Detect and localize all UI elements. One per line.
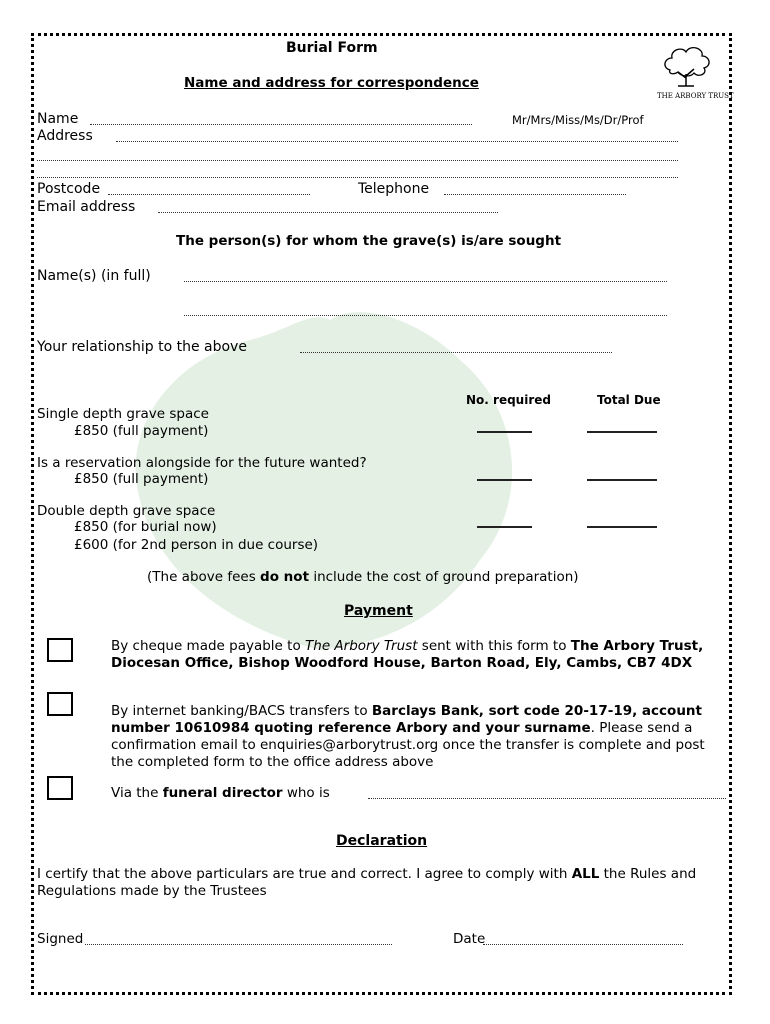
- fee-note-bold: do not: [260, 569, 310, 585]
- single-depth-label: Single depth grave space: [37, 406, 209, 422]
- email-field[interactable]: [158, 212, 498, 213]
- relationship-label: Your relationship to the above: [37, 339, 247, 355]
- reservation-price: £850 (full payment): [74, 471, 209, 487]
- reservation-no-required-field[interactable]: [477, 479, 532, 481]
- double-total-due-field[interactable]: [587, 526, 657, 528]
- cheque-address: The Arbory Trust, Diocesan Office, Bishop Woodford House, Barton Road, Ely, Cambs, CB7 4DX: [111, 638, 704, 671]
- fee-note-after: include the cost of ground preparation): [309, 569, 579, 585]
- names-field-line1[interactable]: [184, 281, 667, 282]
- total-due-header: Total Due: [597, 393, 661, 407]
- declaration-text1: I certify that the above particulars are true and correct. I agree to comply with: [37, 866, 572, 882]
- names-field-line2[interactable]: [184, 315, 667, 316]
- double-depth-label: Double depth grave space: [37, 503, 216, 519]
- name-label: Name: [37, 111, 79, 127]
- bacs-bank-details: Barclays Bank, sort code 20-17-19, account number 10610984 quoting reference Arbory and your surname: [111, 703, 703, 736]
- date-field[interactable]: [483, 944, 683, 945]
- funeral-text2: who is: [282, 785, 330, 801]
- person-heading: The person(s) for whom the grave(s) is/are sought: [176, 233, 562, 249]
- postcode-field[interactable]: [108, 194, 310, 195]
- single-depth-price: £850 (full payment): [74, 423, 209, 439]
- declaration-heading: Declaration: [336, 833, 428, 849]
- signed-field[interactable]: [85, 944, 392, 945]
- cheque-text2: sent with this form to: [417, 638, 571, 654]
- name-field[interactable]: [90, 124, 472, 125]
- double-depth-price-later: £600 (for 2nd person in due course): [74, 537, 319, 553]
- form-subtitle: Name and address for correspondence: [184, 75, 479, 91]
- double-depth-price-now: £850 (for burial now): [74, 519, 217, 535]
- cheque-checkbox[interactable]: [47, 638, 73, 662]
- double-no-required-field[interactable]: [477, 526, 532, 528]
- bacs-text2: . Please send a confirmation email to enquiries@arborytrust.org once the transfer is complete and post the completed form to the office address above: [111, 720, 705, 770]
- logo-text: THE ARBORY TRUST: [657, 92, 734, 100]
- funeral-option-text: [111, 785, 330, 801]
- single-total-due-field[interactable]: [587, 431, 657, 433]
- address-field-line3[interactable]: [37, 177, 678, 178]
- declaration-text2: the Rules and Regulations made by the Trustees: [37, 866, 697, 899]
- cheque-text1: By cheque made payable to: [111, 638, 306, 654]
- reservation-total-due-field[interactable]: [587, 479, 657, 481]
- cheque-option-text: [111, 638, 711, 672]
- no-required-header: No. required: [466, 393, 551, 407]
- address-field-line2[interactable]: [37, 160, 678, 161]
- declaration-bold: ALL: [571, 866, 600, 882]
- fee-note: [147, 569, 579, 585]
- funeral-bold: funeral director: [162, 785, 283, 801]
- relationship-field[interactable]: [300, 352, 612, 353]
- address-field-line1[interactable]: [116, 141, 678, 142]
- date-label: Date: [453, 931, 486, 947]
- single-no-required-field[interactable]: [477, 431, 532, 433]
- signed-label: Signed: [37, 931, 84, 947]
- telephone-field[interactable]: [444, 194, 626, 195]
- funeral-director-checkbox[interactable]: [47, 776, 73, 800]
- declaration-text: [37, 866, 729, 900]
- postcode-label: Postcode: [37, 181, 101, 197]
- form-title: Burial Form: [286, 40, 378, 56]
- title-options: Mr/Mrs/Miss/Ms/Dr/Prof: [512, 113, 644, 127]
- funeral-text1: Via the: [111, 785, 163, 801]
- cheque-payee: The Arbory Trust: [305, 638, 418, 654]
- address-label: Address: [37, 128, 93, 144]
- bacs-option-text: [111, 703, 711, 771]
- telephone-label: Telephone: [358, 181, 430, 197]
- email-label: Email address: [37, 199, 136, 215]
- funeral-director-field[interactable]: [368, 798, 726, 799]
- bacs-text1: By internet banking/BACS transfers to: [111, 703, 372, 719]
- fee-note-before: (The above fees: [147, 569, 261, 585]
- payment-heading: Payment: [344, 603, 413, 619]
- bacs-checkbox[interactable]: [47, 692, 73, 716]
- reservation-label: Is a reservation alongside for the future wanted?: [37, 455, 367, 471]
- names-label: Name(s) (in full): [37, 268, 151, 284]
